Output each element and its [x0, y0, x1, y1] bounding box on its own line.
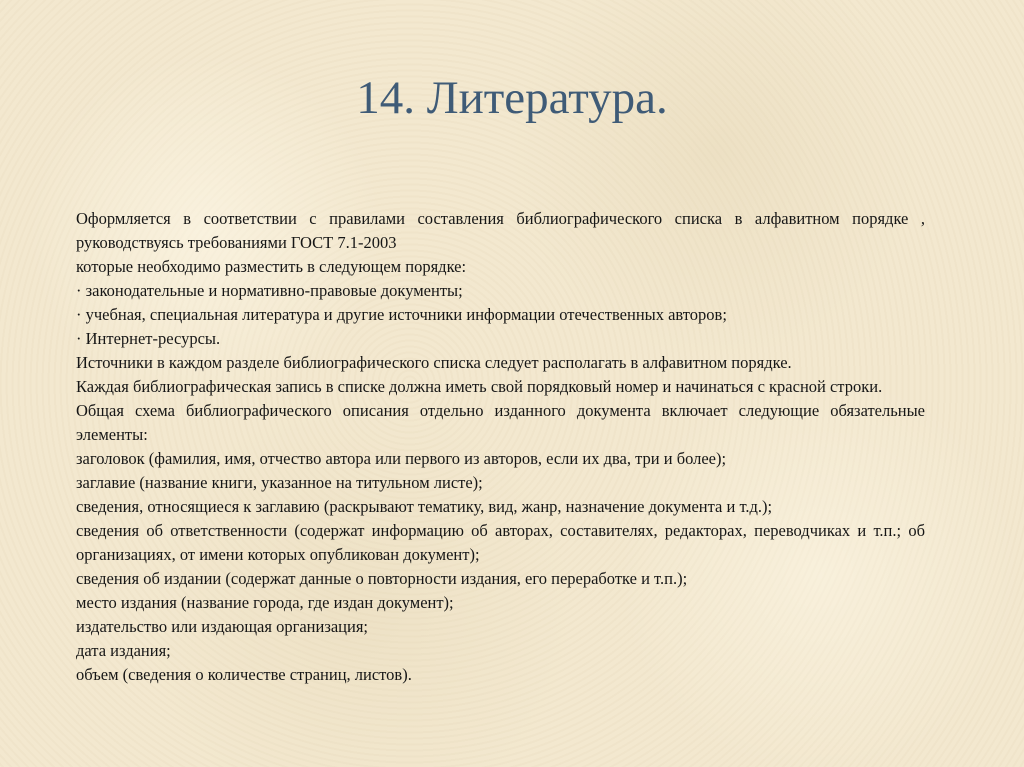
paragraph-intro: Оформляется в соответствии с правилами составления библиографического списка в алфавитном порядке , руководствуясь требованиями ГОСТ 7.1-2003 — [76, 209, 925, 252]
paragraph-alphabetical: Источники в каждом разделе библиографического списка следует располагать в алфавитном порядке. — [76, 353, 792, 372]
paragraph-scheme: Общая схема библиографического описания отдельно изданного документа включает следующие обязательные элементы: — [76, 401, 925, 444]
list-item-internet: · Интернет-ресурсы. — [76, 329, 221, 348]
slide-body — [76, 207, 925, 687]
paragraph-numbering: Каждая библиографическая запись в списке должна иметь свой порядковый номер и начинаться с красной строки. — [76, 377, 883, 396]
element-title: заглавие (название книги, указанное на титульном листе); — [76, 473, 483, 492]
list-item-legal-docs: · законодательные и нормативно-правовые документы; — [76, 281, 463, 300]
element-date: дата издания; — [76, 641, 171, 660]
list-item-literature: · учебная, специальная литература и другие источники информации отечественных авторов; — [76, 305, 727, 324]
paragraph-order: которые необходимо разместить в следующем порядке: — [76, 257, 467, 276]
element-heading: заголовок (фамилия, имя, отчество автора или первого из авторов, если их два, три и более); — [76, 449, 727, 468]
element-responsibility: сведения об ответственности (содержат информацию об авторах, составителях, редакторах, переводчиках и т.п.; об организациях, от имени которых опубликован документ); — [76, 521, 925, 564]
element-title-info: сведения, относящиеся к заглавию (раскрывают тематику, вид, жанр, назначение документа и т.д.); — [76, 497, 773, 516]
element-edition: сведения об издании (содержат данные о повторности издания, его переработке и т.п.); — [76, 569, 688, 588]
element-publisher: издательство или издающая организация; — [76, 617, 369, 636]
element-volume: объем (сведения о количестве страниц, листов). — [76, 665, 412, 684]
slide-title: 14. Литература. — [356, 72, 668, 124]
element-place: место издания (название города, где издан документ); — [76, 593, 454, 612]
